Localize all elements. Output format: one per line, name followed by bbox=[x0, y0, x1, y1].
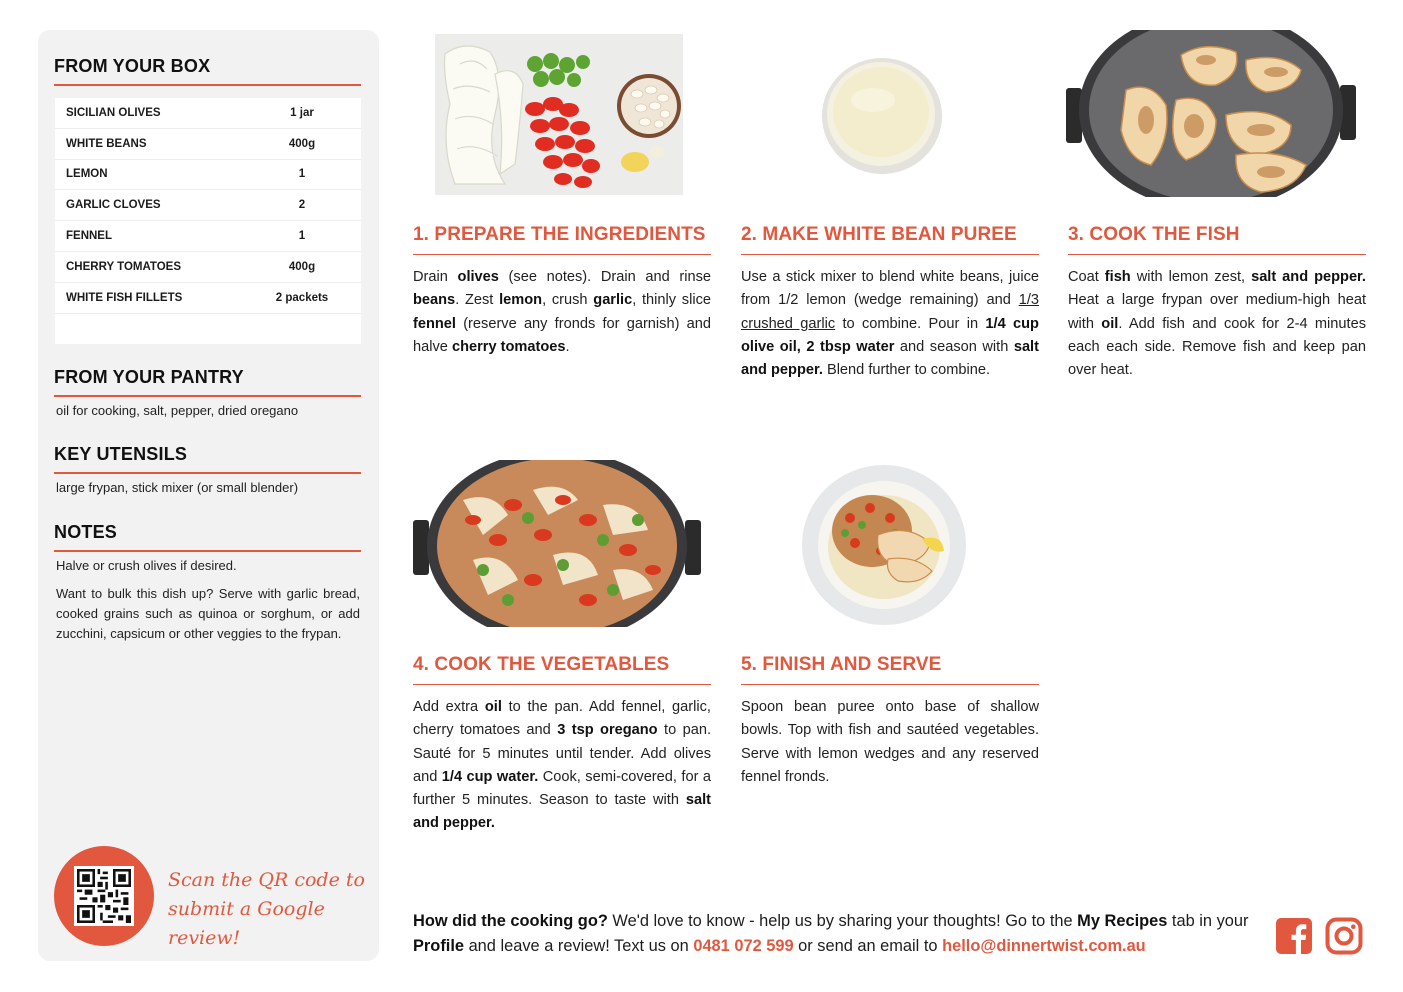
pantry-text: oil for cooking, salt, pepper, dried oregano bbox=[56, 403, 299, 418]
key-utensils-heading: KEY UTENSILS bbox=[54, 444, 361, 474]
step-5-title: 5. FINISH AND SERVE bbox=[741, 654, 1039, 685]
qr-caption bbox=[168, 866, 368, 953]
sidebar bbox=[38, 30, 379, 961]
ingredient-name: SICILIAN OLIVES bbox=[66, 106, 161, 119]
instagram-icon[interactable] bbox=[1325, 917, 1363, 955]
ingredient-qty: 1 bbox=[298, 230, 306, 243]
vegetables-pan-photo bbox=[413, 460, 701, 627]
ingredient-qty: 2 packets bbox=[275, 291, 329, 304]
step-2-text: Use a stick mixer to blend white beans, juice from 1/2 lemon (wedge remaining) and 1/3 crushed garlic to combine. Pour in 1/4 cup olive oil, 2 tbsp water and season with salt and pepper. Blend further to combine. bbox=[741, 269, 1039, 379]
ingredient-name: FENNEL bbox=[66, 230, 112, 243]
step-3-title: 3. COOK THE FISH bbox=[1068, 224, 1366, 255]
footer-lead: How did the cooking go? bbox=[413, 912, 608, 930]
step-1-text: Drain olives (see notes). Drain and rinse beans. Zest lemon, crush garlic, thinly slice fennel (reserve any fronds for garnish) and halve cherry tomatoes. bbox=[413, 269, 711, 355]
qr-caption-line-2: submit a Google review! bbox=[168, 898, 325, 949]
notes-heading: NOTES bbox=[54, 522, 361, 552]
puree-photo bbox=[818, 54, 944, 176]
finished-plate-photo bbox=[800, 463, 968, 626]
from-your-box-heading: FROM YOUR BOX bbox=[54, 56, 361, 86]
fish-pan-photo bbox=[1066, 30, 1356, 197]
step-3-text: Coat fish with lemon zest, salt and pepper. Heat a large frypan over medium-high heat with oil. Add fish and cook for 2-4 minutes each each side. Remove fish and keep pan over heat. bbox=[1068, 269, 1366, 379]
notes-text-2: Want to bulk this dish up? Serve with garlic bread, cooked grains such as quinoa or sorghum, or add zucchini, capsicum or other veggies to the frypan. bbox=[56, 586, 360, 641]
qr-code-graphic bbox=[77, 869, 131, 923]
ingredient-name: CHERRY TOMATOES bbox=[66, 260, 182, 273]
step-2-title: 2. MAKE WHITE BEAN PUREE bbox=[741, 224, 1039, 255]
ingredients-photo bbox=[435, 34, 683, 195]
email-link[interactable]: hello@dinnertwist.com.au bbox=[942, 937, 1146, 955]
ingredient-name: GARLIC CLOVES bbox=[66, 199, 161, 212]
ingredient-qty: 1 bbox=[298, 168, 306, 181]
notes-text-1: Halve or crush olives if desired. bbox=[56, 558, 237, 573]
qr-badge bbox=[54, 846, 154, 946]
step-1-title: 1. PREPARE THE INGREDIENTS bbox=[413, 224, 711, 255]
table-row bbox=[55, 129, 361, 160]
ingredient-name: WHITE FISH FILLETS bbox=[66, 291, 183, 304]
from-your-pantry-heading: FROM YOUR PANTRY bbox=[54, 367, 361, 397]
feedback-footer: How did the cooking go? We'd love to know - help us by sharing your thoughts! Go to the My Recipes tab in your Profile and leave a review! Text us on 0481 072 599 or send an email to hello@dinnertwist.com.au bbox=[413, 912, 1249, 955]
table-row bbox=[55, 160, 361, 191]
table-row-empty bbox=[55, 314, 361, 344]
qr-code[interactable] bbox=[74, 866, 134, 926]
table-row bbox=[55, 283, 361, 314]
ingredient-name: LEMON bbox=[66, 168, 108, 181]
my-recipes-tab-text: My Recipes bbox=[1077, 912, 1168, 930]
phone-link[interactable]: 0481 072 599 bbox=[693, 937, 794, 955]
step-4-text: Add extra oil to the pan. Add fennel, garlic, cherry tomatoes and 3 tsp oregano to pan. Sauté for 5 minutes until tender. Add olives and 1/4 cup water. Cook, semi-covered, for a further 5 minutes. Season to taste with salt and pepper. bbox=[413, 699, 712, 832]
step-5-text: Spoon bean puree onto base of shallow bowls. Top with fish and sautéed vegetables. Serve with lemon wedges and any reserved fennel fronds. bbox=[741, 699, 1039, 785]
step-4-title: 4. COOK THE VEGETABLES bbox=[413, 654, 711, 685]
profile-text: Profile bbox=[413, 937, 465, 955]
box-ingredients-table bbox=[55, 98, 361, 344]
table-row bbox=[55, 252, 361, 283]
facebook-icon[interactable] bbox=[1275, 917, 1313, 955]
table-row bbox=[55, 190, 361, 221]
qr-caption-line-1: Scan the QR code to bbox=[168, 869, 365, 891]
ingredient-qty: 400g bbox=[288, 260, 316, 273]
ingredient-qty: 400g bbox=[288, 137, 316, 150]
table-row bbox=[55, 221, 361, 252]
utensils-text: large frypan, stick mixer (or small blender) bbox=[56, 480, 299, 495]
ingredient-name: WHITE BEANS bbox=[66, 137, 147, 150]
ingredient-qty: 1 jar bbox=[290, 106, 314, 119]
table-row bbox=[55, 98, 361, 129]
ingredient-qty: 2 bbox=[298, 199, 306, 212]
